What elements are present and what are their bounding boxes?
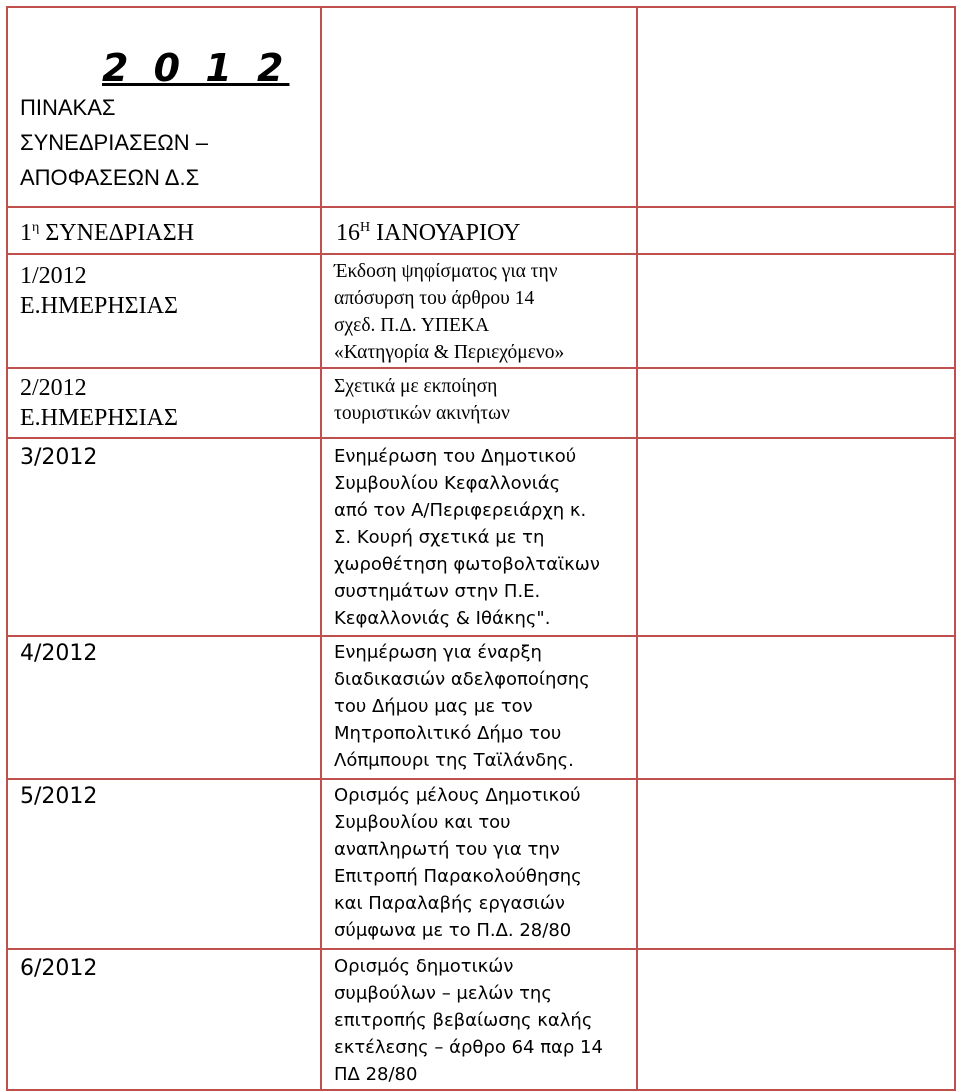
decision-empty-cell [638,780,956,950]
subject-line: Συμβουλίου Κεφαλλονιάς [334,473,561,494]
decision-empty-cell [638,950,956,1091]
session-date [322,208,636,253]
decision-subject-cell [322,439,638,637]
decision-number: 4/2012 [20,641,98,666]
title-line-1: ΠΙΝΑΚΑΣ [20,95,116,120]
session-title [8,208,320,253]
subject-line: Έκδοση ψηφίσματος για την [334,261,558,282]
subject-line: Σχετικά με εκποίηση [334,376,498,397]
decision-subject-cell [322,255,638,369]
subject-line: συμβούλων – μελών της [334,983,552,1004]
decision-type: Ε.ΗΜΕΡΗΣΙΑΣ [20,293,178,319]
subject-line: συστημάτων στην Π.Ε. [334,581,541,602]
header-row [6,6,956,208]
session-ordinal: η [32,220,40,235]
subject-line: Κεφαλλονιάς & Ιθάκης". [334,608,551,629]
decision-number: 2/2012 [20,375,87,401]
subject-line: Ορισμός μέλους Δημοτικού [334,785,581,806]
decision-subject-cell [322,950,638,1091]
decision-type: Ε.ΗΜΕΡΗΣΙΑΣ [20,405,178,431]
session-date-cell [322,208,638,255]
decision-row [6,637,956,780]
subject-line: χωροθέτηση φωτοβολταϊκων [334,554,600,575]
subject-line: εκτέλεσης – άρθρο 64 παρ 14 [334,1037,603,1058]
decision-number-cell [6,950,322,1091]
session-date-month: ΙΑΝΟΥΑΡΙΟΥ [376,220,521,246]
decision-subject [322,637,636,774]
decision-subject [322,780,636,944]
session-date-day: 16 [336,220,360,246]
session-row [6,208,956,255]
decision-row [6,780,956,950]
decision-number-cell [6,780,322,950]
decision-subject-cell [322,369,638,439]
decisions-table [6,6,956,1091]
header-empty-cell-3 [638,6,956,208]
decision-row [6,439,956,637]
decision-row [6,950,956,1091]
subject-line: Λόπμπουρι της Ταϊλάνδης. [334,750,574,771]
decision-subject [322,439,636,632]
year-heading: 2 0 1 2 [102,46,290,90]
subject-line: σχεδ. Π.Δ. ΥΠΕΚΑ [334,315,490,336]
subject-line: «Κατηγορία & Περιεχόμενο» [334,342,565,363]
subject-line: και Παραλαβής εργασιών [334,893,565,914]
header-cell [6,6,322,208]
subject-line: Συμβουλίου και του [334,812,511,833]
session-number: 1 [20,220,32,246]
header-empty-cell-2 [322,6,638,208]
title-line-2: ΣΥΝΕΔΡΙΑΣΕΩΝ – [20,130,208,155]
subject-line: διαδικασιών αδελφοποίησης [334,669,590,690]
subject-line: Ενημέρωση για έναρξη [334,642,542,663]
decision-number-cell [6,369,322,439]
decision-subject-cell [322,780,638,950]
decision-number: 3/2012 [20,445,98,470]
decision-empty-cell [638,369,956,439]
session-date-suffix: Η [360,220,371,235]
session-cell [6,208,322,255]
subject-line: σύμφωνα με το Π.Δ. 28/80 [334,920,572,941]
decision-subject [322,255,636,366]
subject-line: Ενημέρωση του Δημοτικού [334,446,577,467]
decision-subject [322,369,636,427]
subject-line: επιτροπής βεβαίωσης καλής [334,1010,593,1031]
subject-line: απόσυρση του άρθρου 14 [334,288,535,309]
decision-number-cell [6,255,322,369]
subject-line: Σ. Κουρή σχετικά με τη [334,527,545,548]
decision-row [6,369,956,439]
decision-row [6,255,956,369]
decision-number: 1/2012 [20,263,87,289]
subject-line: από τον Α/Περιφερειάρχη κ. [334,500,587,521]
decision-number-cell [6,439,322,637]
decision-number: 5/2012 [20,784,98,809]
decision-number-cell [6,637,322,780]
subject-line: τουριστικών ακινήτων [334,403,510,424]
session-label: ΣΥΝΕΔΡΙΑΣΗ [45,220,195,246]
subject-line: του Δήμου μας με τον [334,696,533,717]
subject-line: ΠΔ 28/80 [334,1064,418,1085]
decision-subject-cell [322,637,638,780]
subject-line: Ορισμός δημοτικών [334,956,514,977]
subject-line: αναπληρωτή του για την [334,839,560,860]
subject-line: Επιτροπή Παρακολούθησης [334,866,582,887]
decision-empty-cell [638,255,956,369]
subject-line: Μητροπολιτικό Δήμο του [334,723,562,744]
decision-empty-cell [638,637,956,780]
title-line-3: ΑΠΟΦΑΣΕΩΝ Δ.Σ [20,165,200,190]
session-empty-cell [638,208,956,255]
decision-number: 6/2012 [20,956,98,981]
decision-subject [322,950,636,1088]
decision-empty-cell [638,439,956,637]
